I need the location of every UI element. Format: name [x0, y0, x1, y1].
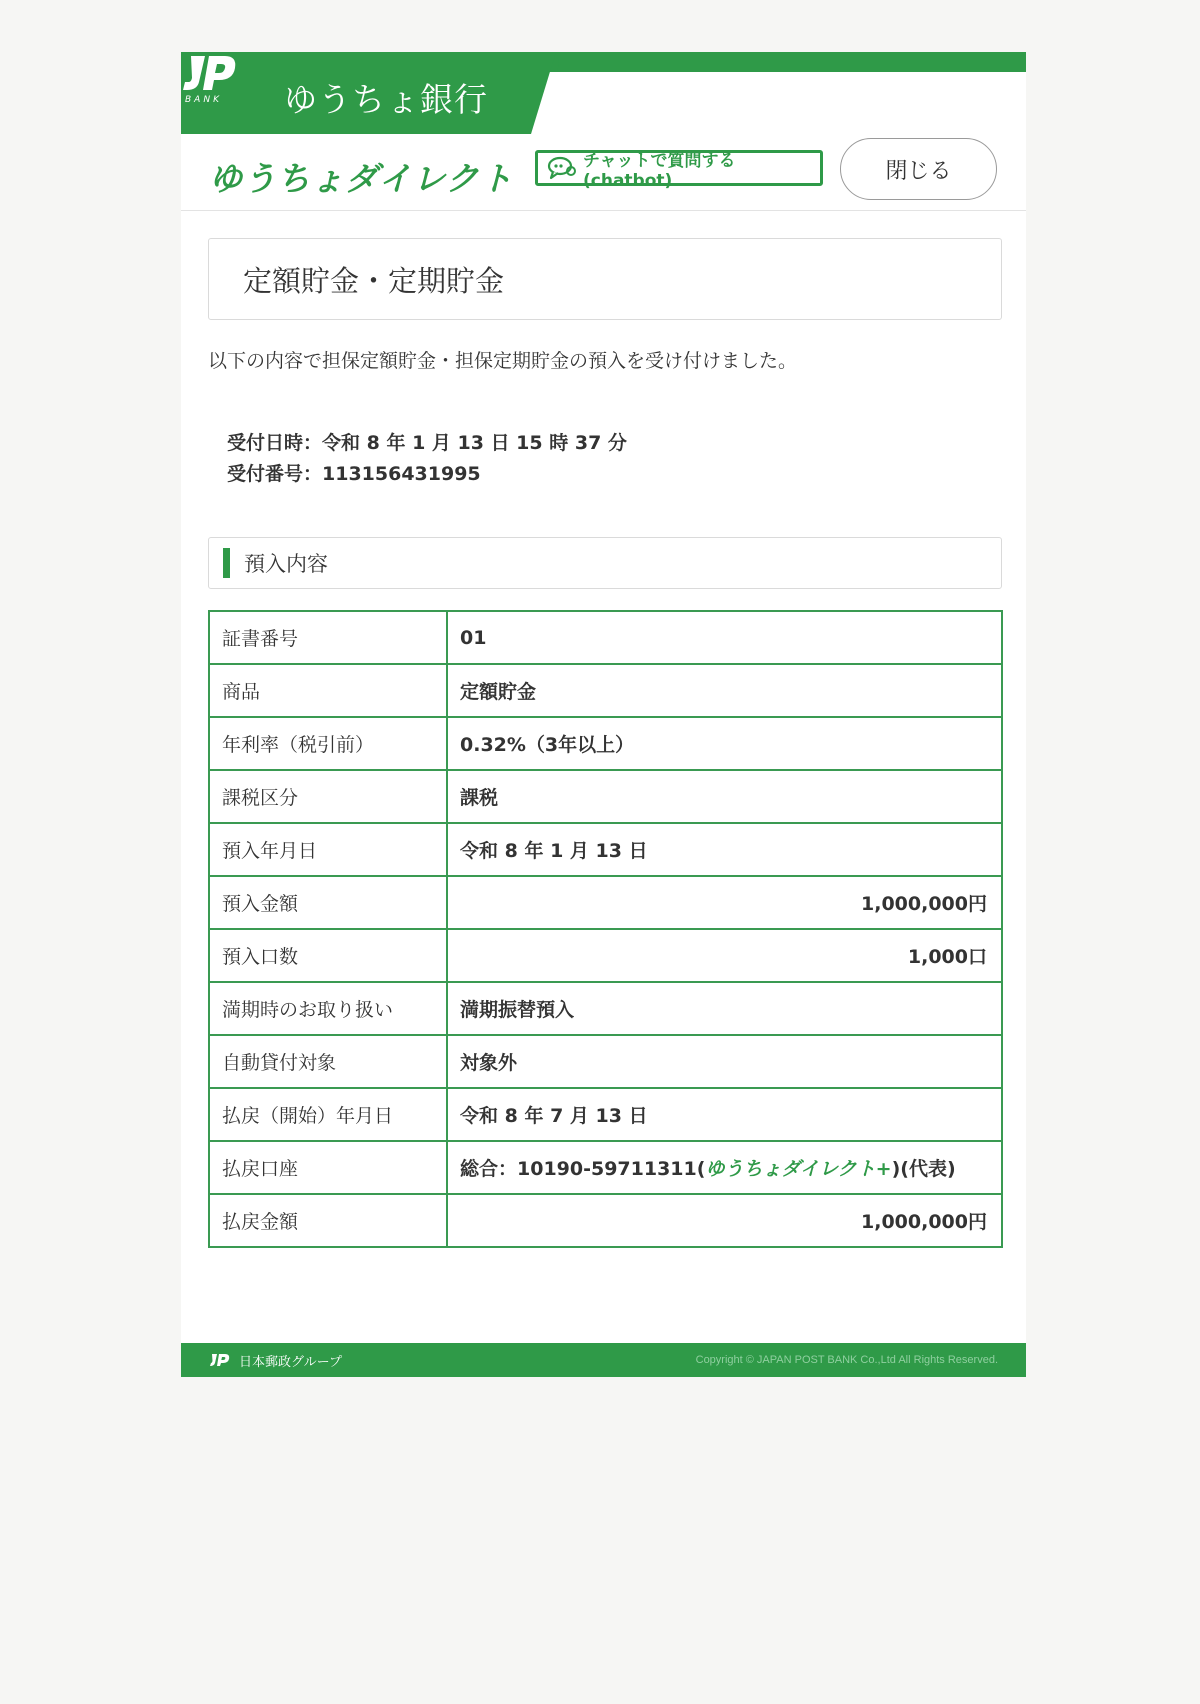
row-label: 預入年月日 — [209, 823, 447, 876]
row-value: 対象外 — [447, 1035, 1002, 1088]
row-value: 令和 8 年 1 月 13 日 — [447, 823, 1002, 876]
row-value: 1,000口 — [447, 929, 1002, 982]
row-label: 年利率（税引前） — [209, 717, 447, 770]
section-header — [208, 537, 1002, 589]
chatbot-button[interactable] — [535, 150, 823, 191]
table-row — [209, 1194, 1002, 1247]
row-label: 払戻（開始）年月日 — [209, 1088, 447, 1141]
row-value — [447, 1141, 1002, 1194]
table-row — [209, 823, 1002, 876]
row-label: 課税区分 — [209, 770, 447, 823]
footer-group-name: 日本郵政グループ — [239, 1354, 342, 1370]
close-button[interactable]: 閉じる — [840, 138, 997, 200]
table-row — [209, 664, 1002, 717]
account-number: 総合：10190-59711311( — [460, 1158, 706, 1180]
brand-name: ゆうちょ銀行 — [284, 80, 488, 119]
service-logo: ゆうちょダイレクト — [209, 159, 514, 198]
receipt-datetime: 受付日時：令和 8 年 1 月 13 日 15 時 37 分 — [227, 432, 627, 454]
table-row — [209, 770, 1002, 823]
table-row — [209, 1141, 1002, 1194]
footer-bar — [181, 1343, 1026, 1377]
receipt-number: 受付番号：113156431995 — [227, 463, 481, 485]
table-row — [209, 929, 1002, 982]
page-title: 定額貯金・定期貯金 — [208, 238, 1002, 320]
direct-plus-label: ゆうちょダイレクト+ — [705, 1158, 892, 1180]
table-row — [209, 982, 1002, 1035]
receipt-page — [181, 52, 1026, 1377]
account-type: )(代表) — [891, 1158, 956, 1180]
table-row — [209, 717, 1002, 770]
jp-bank-logo-icon — [181, 52, 243, 104]
row-value: 1,000,000円 — [447, 876, 1002, 929]
row-value: 1,000,000円 — [447, 1194, 1002, 1247]
header-banner — [181, 52, 1026, 134]
row-label: 商品 — [209, 664, 447, 717]
svg-text:BANK: BANK — [185, 95, 222, 104]
header-divider — [181, 210, 1026, 211]
section-accent-bar — [223, 548, 230, 578]
footer-copyright: Copyright © JAPAN POST BANK Co.,Ltd All Rights Reserved. — [695, 1354, 998, 1366]
row-value: 課税 — [447, 770, 1002, 823]
row-label: 預入口数 — [209, 929, 447, 982]
row-value: 01 — [447, 611, 1002, 664]
row-value: 満期振替預入 — [447, 982, 1002, 1035]
table-row — [209, 611, 1002, 664]
table-row — [209, 1035, 1002, 1088]
row-label: 預入金額 — [209, 876, 447, 929]
table-row — [209, 876, 1002, 929]
row-label: 自動貸付対象 — [209, 1035, 447, 1088]
row-label: 払戻口座 — [209, 1141, 447, 1194]
footer-group — [209, 1351, 342, 1370]
row-value: 0.32%（3年以上） — [447, 717, 1002, 770]
jp-group-logo-icon — [209, 1353, 233, 1367]
chat-bubble-icon — [547, 156, 577, 180]
chatbot-button-label: チャットで質問する(chatbot) — [583, 150, 736, 191]
receipt-meta — [227, 428, 627, 490]
row-value: 定額貯金 — [447, 664, 1002, 717]
row-label: 満期時のお取り扱い — [209, 982, 447, 1035]
row-label: 証書番号 — [209, 611, 447, 664]
section-title: 預入内容 — [244, 552, 328, 576]
intro-text: 以下の内容で担保定額貯金・担保定期貯金の預入を受け付けました。 — [208, 350, 798, 372]
row-value: 令和 8 年 7 月 13 日 — [447, 1088, 1002, 1141]
table-row — [209, 1088, 1002, 1141]
deposit-details-table — [208, 610, 1003, 1248]
row-label: 払戻金額 — [209, 1194, 447, 1247]
